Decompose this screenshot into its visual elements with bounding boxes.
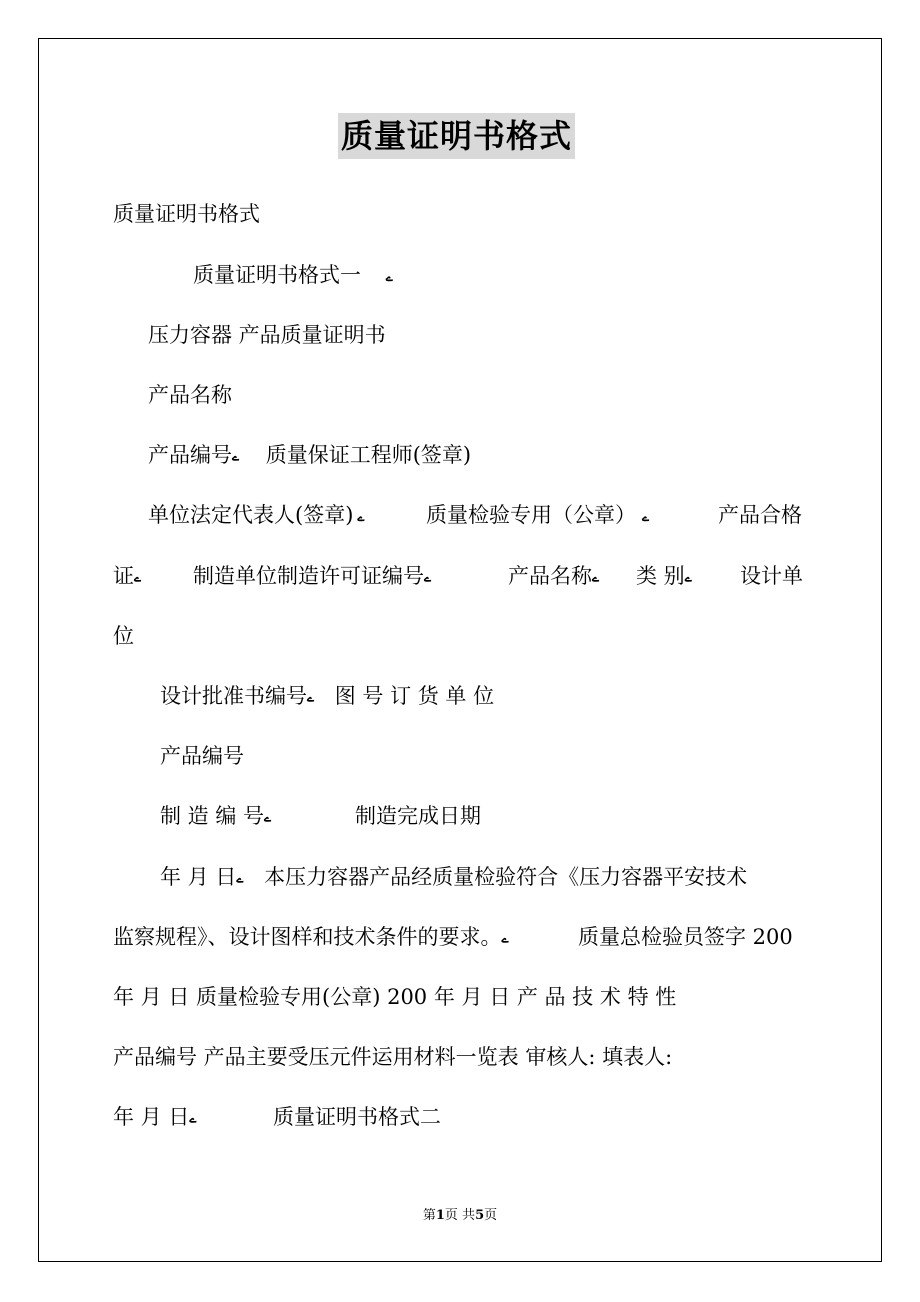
text: 设计批准书编号: [160, 684, 307, 708]
paragraph-line: 质量证明书格式二: [273, 1105, 441, 1129]
paragraph-mark-icon: ے: [307, 690, 315, 705]
paragraph-mark-icon: ے: [501, 931, 509, 946]
footer-page-number: 1: [435, 1208, 445, 1223]
text: 类 别: [636, 564, 685, 588]
paragraph-line: [160, 801, 271, 833]
paragraph-line: [160, 862, 747, 894]
paragraph-mark-icon: ے: [264, 810, 272, 825]
text: 质量检验专用（公章）: [426, 503, 636, 527]
paragraph-mark-icon: ے: [424, 570, 432, 585]
paragraph-mark-icon: ے: [592, 570, 600, 585]
text: 年 月 日: [160, 865, 237, 889]
paragraph-mark-icon: ے: [385, 269, 393, 284]
paragraph-line: 压力容器 产品质量证明书: [148, 323, 386, 347]
text: 质量保证工程师(签章): [265, 443, 472, 467]
text: 图 号 订 货 单 位: [334, 684, 495, 708]
paragraph-mark-icon: ے: [642, 509, 650, 524]
subtitle: 质量证明书格式: [113, 202, 260, 226]
paragraph-line: 设计单: [740, 564, 803, 588]
paragraph-line: [113, 561, 141, 593]
paragraph-line: 产品名称: [148, 383, 232, 407]
text: 制造单位制造许可证编号: [193, 564, 424, 588]
text: 产品编号: [148, 443, 232, 467]
paragraph-line: [636, 561, 692, 593]
paragraph-line: [160, 681, 494, 713]
text: 本压力容器产品经质量检验符合《压力容器平安技术: [264, 865, 748, 889]
text: 制 造 编 号: [160, 804, 265, 828]
footer-prefix: 第: [422, 1208, 436, 1223]
paragraph-line: [113, 1102, 196, 1134]
footer-suffix: 页: [484, 1208, 498, 1223]
paragraph-line: [148, 440, 471, 472]
paragraph-mark-icon: ے: [232, 449, 240, 464]
footer-total-pages: 5: [475, 1208, 485, 1223]
document-title: 质量证明书格式: [338, 113, 575, 159]
paragraph-line: [508, 561, 599, 593]
paragraph-line: [426, 500, 649, 532]
footer-mid: 页 共: [444, 1208, 476, 1223]
paragraph-mark-icon: ے: [236, 871, 244, 886]
text: 单位法定代表人(签章): [148, 503, 354, 527]
paragraph-line: 年 月 日 质量检验专用(公章) 200 年 月 日 产 品 技 术 特 性: [113, 985, 677, 1009]
paragraph-line: [113, 922, 509, 954]
page-footer: [0, 1206, 920, 1226]
text: 证: [113, 564, 134, 588]
paragraph-line: 产品编号: [160, 744, 244, 768]
paragraph-line: [148, 500, 364, 532]
paragraph-line: [193, 260, 393, 292]
paragraph-mark-icon: ے: [134, 570, 142, 585]
paragraph-line: 位: [113, 624, 134, 648]
text: 年 月 日: [113, 1105, 190, 1129]
paragraph-line: 产品合格: [718, 503, 802, 527]
paragraph-line: 产品编号 产品主要受压元件运用材料一览表 审核人: 填表人:: [113, 1045, 673, 1069]
paragraph-mark-icon: ے: [189, 1111, 197, 1126]
paragraph-mark-icon: ے: [684, 570, 692, 585]
text: 产品名称: [508, 564, 592, 588]
text: 监察规程》、设计图样和技术条件的要求。: [113, 925, 502, 949]
paragraph-line: 制造完成日期: [355, 804, 481, 828]
paragraph-line: 质量总检验员签字 200: [578, 925, 793, 949]
text: 质量证明书格式一: [193, 263, 361, 287]
paragraph-line: [193, 561, 431, 593]
paragraph-mark-icon: ے: [357, 509, 365, 524]
